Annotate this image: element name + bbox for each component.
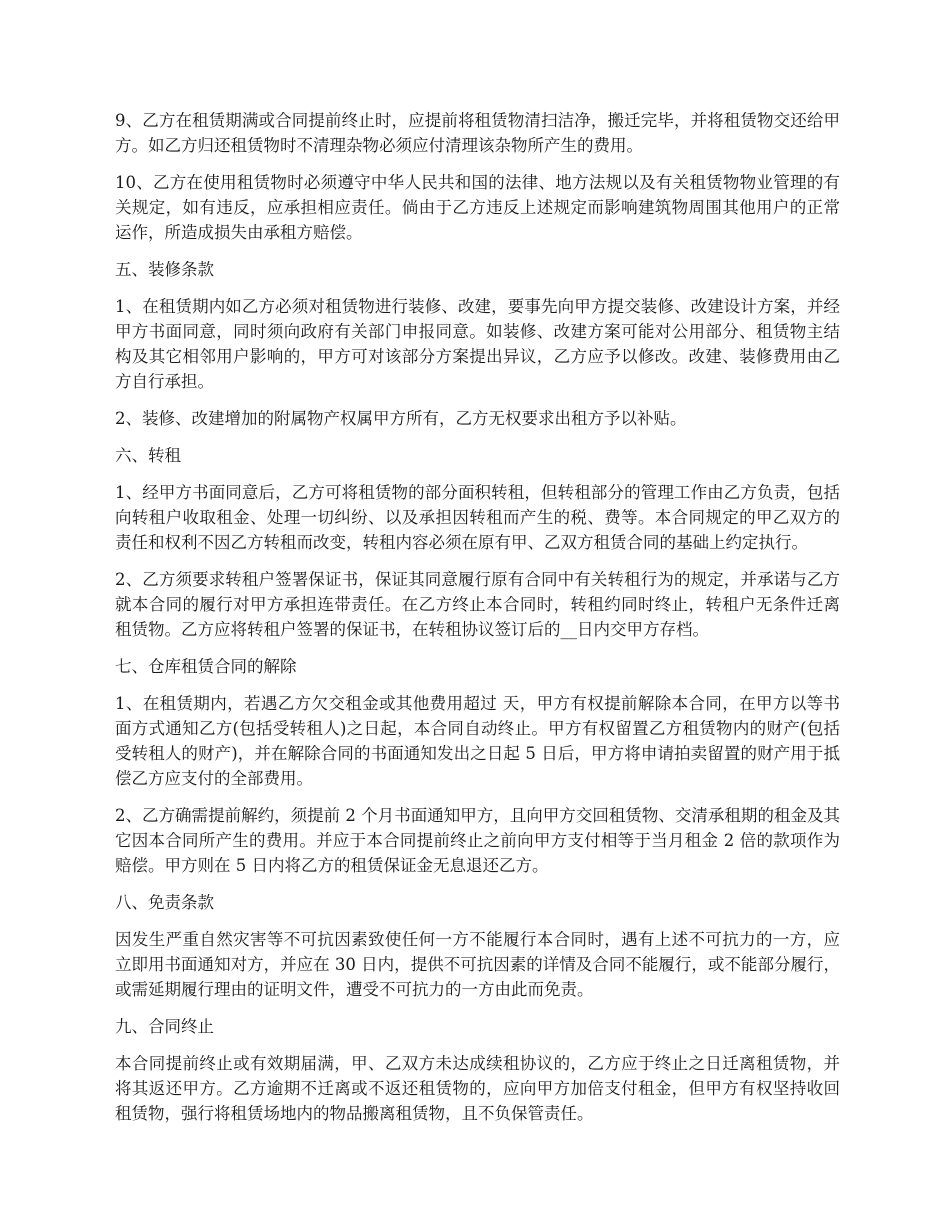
sublease-clause-2: 2、乙方须要求转租户签署保证书，保证其同意履行原有合同中有关转租行为的规定，并承诺与乙方就本合同的履行对甲方承担连带责任。在乙方终止本合同时，转租约同时终止，转租户无条件迁离租赁物。乙方应将转租户签署的保证书，在转租协议签订后的__日内交甲方存档。 [115,570,840,639]
renovation-clause-1: 1、在租赁期内如乙方必须对租赁物进行装修、改建，要事先向甲方提交装修、改建设计方案，并经甲方书面同意，同时须向政府有关部门申报同意。如装修、改建方案可能对公用部分、租赁物主结构及其它相邻用户影响的，甲方可对该部分方案提出异议，乙方应予以修改。改建、装修费用由乙方自行承担。 [115,297,840,391]
section-heading-sublease: 六、转租 [115,446,181,465]
termination-clause-1: 1、在租赁期内，若遇乙方欠交租金或其他费用超过 天，甲方有权提前解除本合同，在甲方以等书面方式通知乙方(包括受转租人)之日起，本合同自动终止。甲方有权留置乙方租赁物内的财产(包括受转租人的财产)，并在解除合同的书面通知发出之日起 5 日后，甲方将申请拍卖留置的财产用于抵偿乙方应支付的全部费用。 [115,694,840,788]
section-heading-exemption: 八、免责条款 [115,893,214,912]
renovation-clause-2: 2、装修、改建增加的附属物产权属甲方所有，乙方无权要求出租方予以补贴。 [115,409,687,428]
document-page [115,108,840,1138]
exemption-clause: 因发生严重自然灾害等不可抗因素致使任何一方不能履行本合同时，遇有上述不可抗力的一方，应立即用书面通知对方，并应在 30 日内，提供不可抗因素的详情及合同不能履行，或不能部分履行，或需延期履行理由的证明文件，遭受不可抗力的一方由此而免责。 [115,930,840,999]
clause-10-compliance: 10、乙方在使用租赁物时必须遵守中华人民共和国的法律、地方法规以及有关租赁物物业管理的有关规定，如有违反，应承担相应责任。倘由于乙方违反上述规定而影响建筑物周围其他用户的正常运作，所造成损失由承租方赔偿。 [115,173,840,242]
sublease-clause-1: 1、经甲方书面同意后，乙方可将租赁物的部分面积转租，但转租部分的管理工作由乙方负责，包括向转租户收取租金、处理一切纠纷、以及承担因转租而产生的税、费等。本合同规定的甲乙双方的责任和权利不因乙方转租而改变，转租内容必须在原有甲、乙双方租赁合同的基础上约定执行。 [115,483,840,552]
contract-end-clause: 本合同提前终止或有效期届满，甲、乙双方未达成续租协议的，乙方应于终止之日迁离租赁物，并将其返还甲方。乙方逾期不迁离或不返还租赁物的，应向甲方加倍支付租金，但甲方有权坚持收回租赁物，强行将租赁场地内的物品搬离租赁物，且不负保管责任。 [115,1054,840,1123]
section-heading-renovation: 五、装修条款 [115,260,214,279]
termination-clause-2: 2、乙方确需提前解约，须提前 2 个月书面通知甲方，且向甲方交回租赁物、交清承租期的租金及其它因本合同所产生的费用。并应于本合同提前终止之前向甲方支付相等于当月租金 2 倍的款项作为赔偿。甲方则在 5 日内将乙方的租赁保证金无息退还乙方。 [115,806,840,875]
section-heading-contract-end: 九、合同终止 [115,1017,214,1036]
clause-9-return-premises: 9、乙方在租赁期满或合同提前终止时，应提前将租赁物清扫洁净，搬迁完毕，并将租赁物交还给甲方。如乙方归还租赁物时不清理杂物必须应付清理该杂物所产生的费用。 [115,111,840,155]
section-heading-termination: 七、仓库租赁合同的解除 [115,657,297,676]
